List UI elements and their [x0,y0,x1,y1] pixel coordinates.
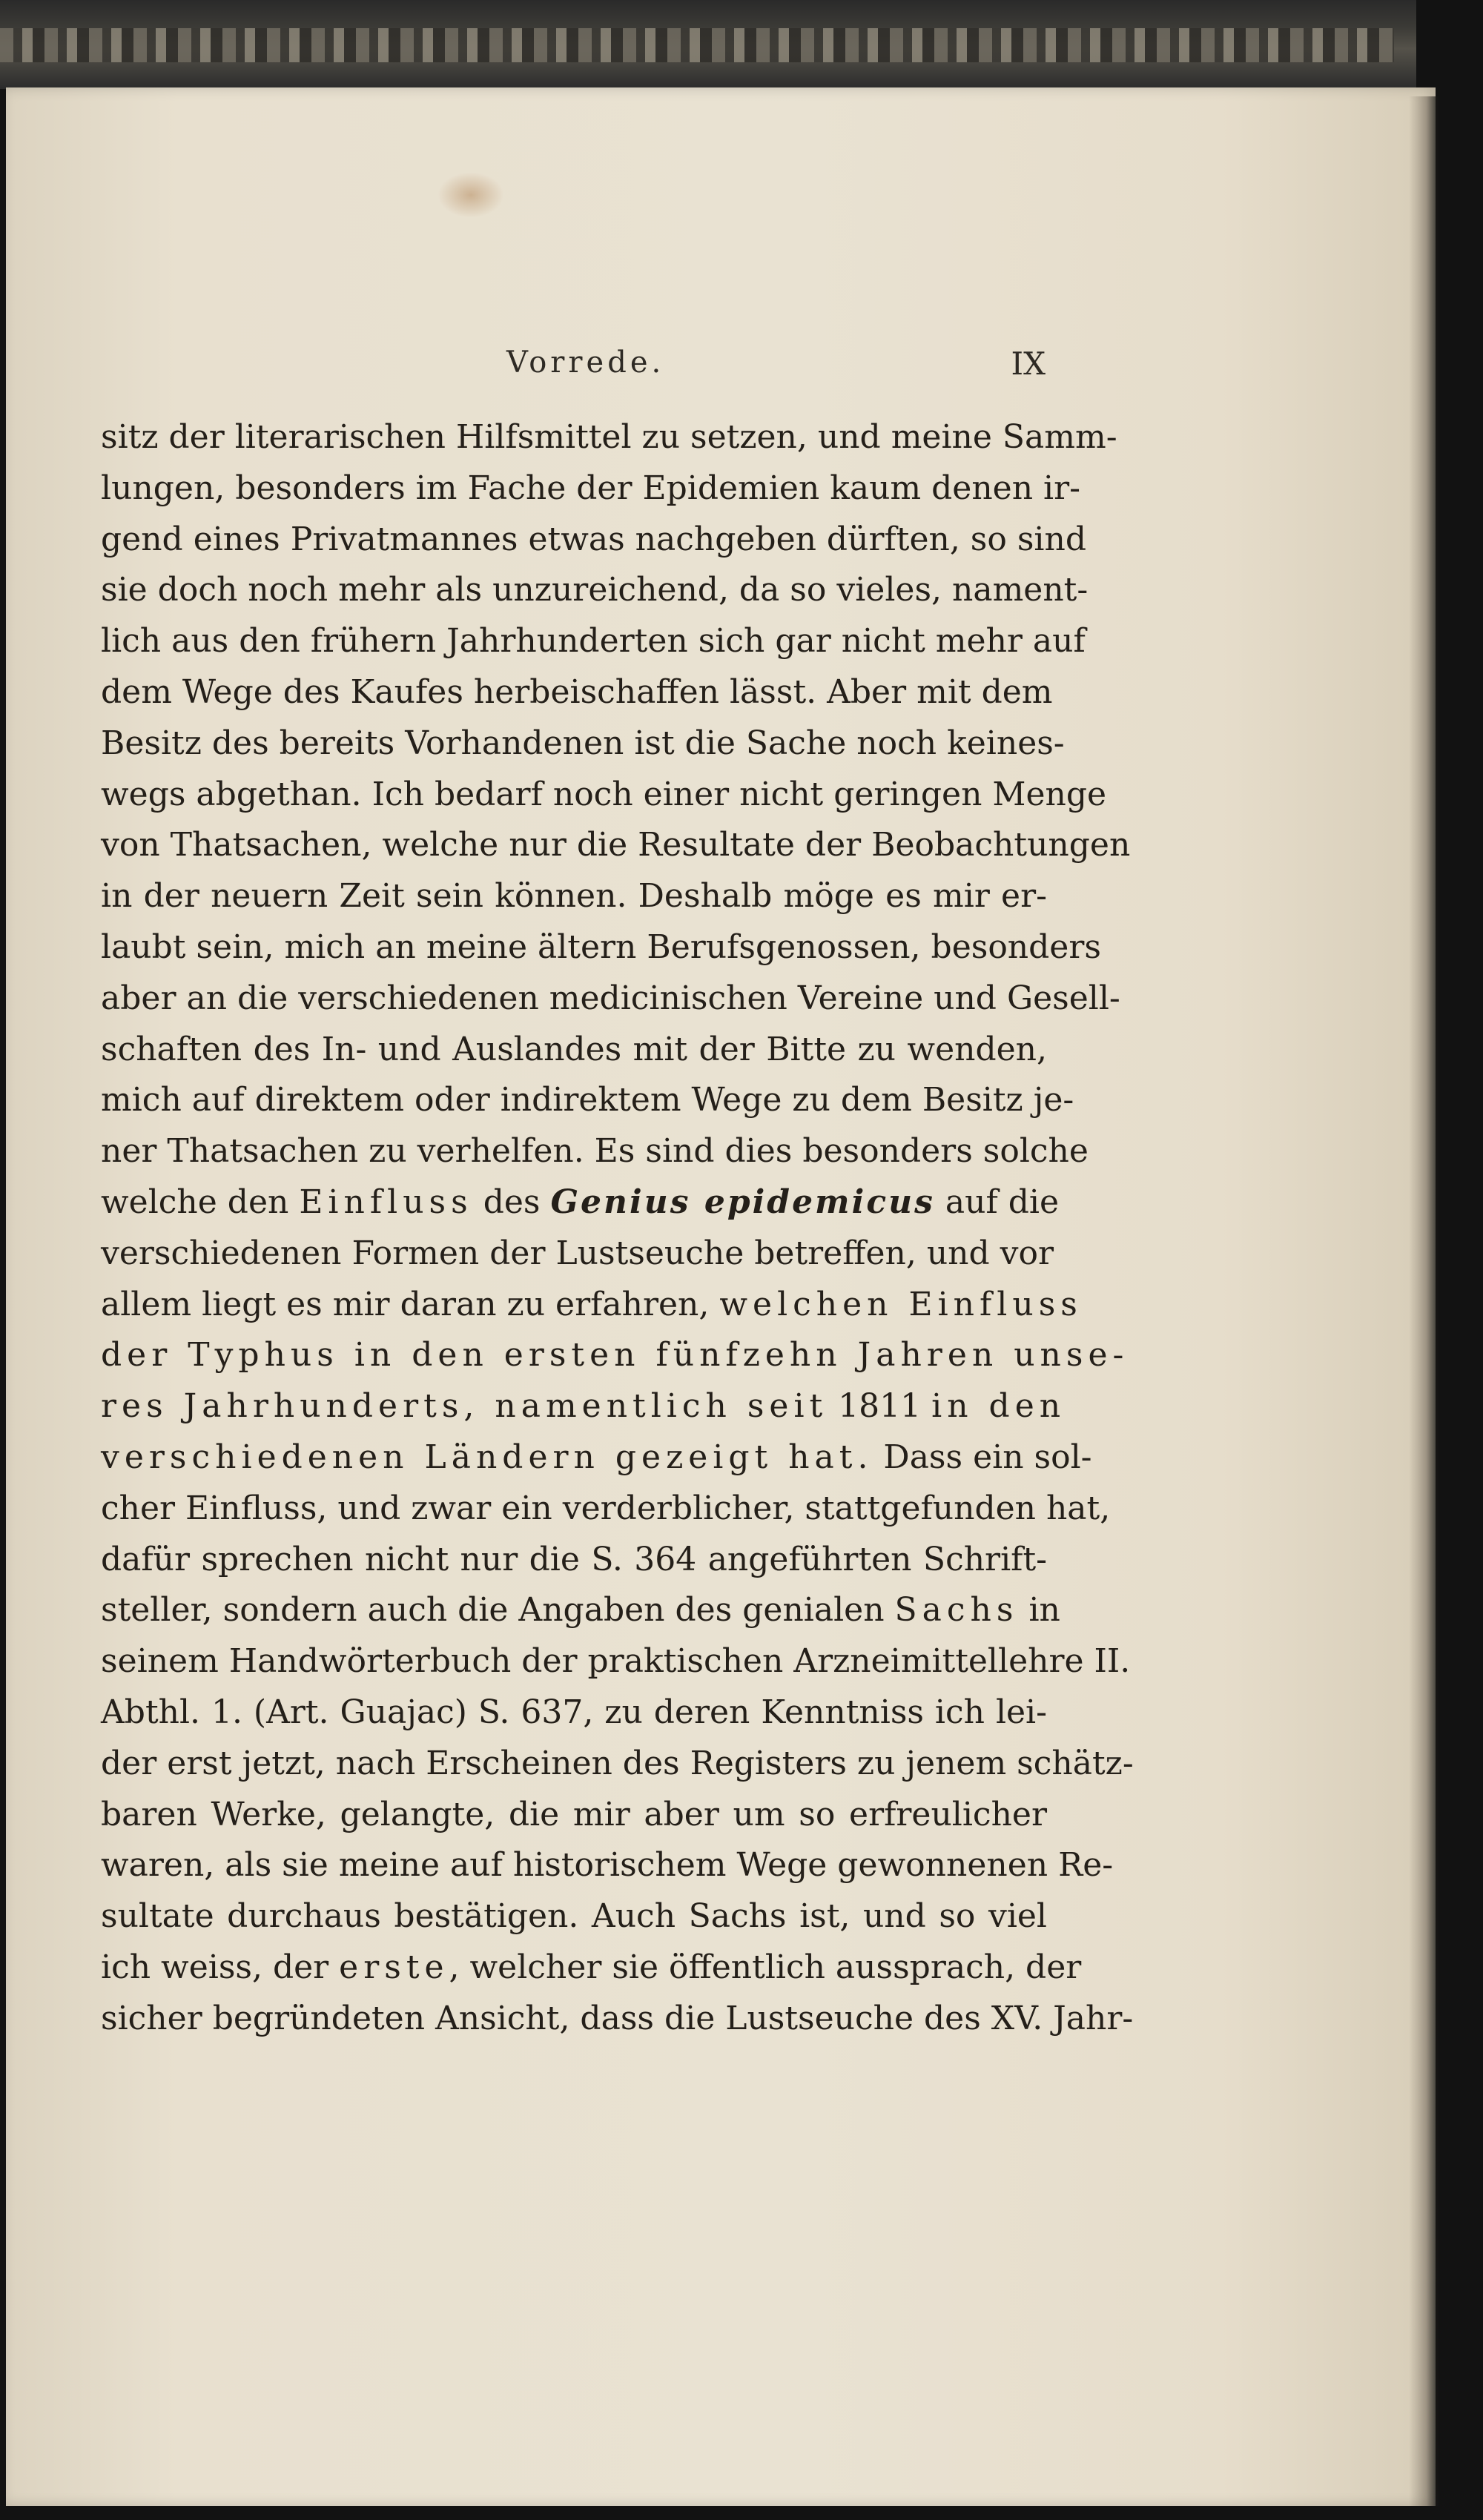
spaced-word: welchen Einfluss [719,1285,1083,1323]
text-line: ich weiss, der erste, welcher sie öffentlich aussprach, der [101,1948,1082,1986]
text-line: cher Einfluss, und zwar ein verderblicher, stattgefunden hat, [101,1489,1111,1527]
page-number: IX [1011,345,1046,382]
text-line: verschiedenen Ländern gezeigt hat. Dass ein sol- [101,1438,1092,1476]
spaced-word: erste [339,1948,449,1986]
text-line: wegs abgethan. Ich bedarf noch einer nicht geringen Menge [101,775,1107,813]
text-line: der erst jetzt, nach Erscheinen des Registers zu jenem schätz- [101,1744,1134,1782]
text-line: allem liegt es mir daran zu erfahren, welchen Einfluss [101,1285,1083,1323]
text-line: mich auf direktem oder indirektem Wege zu dem Besitz je- [101,1081,1074,1120]
text-line: seinem Handwörterbuch der praktischen Arzneimittellehre II. [101,1642,1131,1681]
text-line: schaften des In- und Auslandes mit der Bitte zu wenden, [101,1030,1047,1068]
text-line: ner Thatsachen zu verhelfen. Es sind dies besonders solche [101,1132,1089,1171]
text-line: waren, als sie meine auf historischem Wege gewonnenen Re- [101,1846,1114,1885]
text-line: steller, sondern auch die Angaben des genialen Sachs in [101,1591,1060,1630]
text-line: verschiedenen Formen der Lustseuche betreffen, und vor [101,1234,1054,1272]
text-line: dafür sprechen nicht nur die S. 364 angeführten Schrift- [101,1540,1047,1578]
spaced-word: Sachs [894,1591,1019,1630]
text-line: sitz der literarischen Hilfsmittel zu setzen, und meine Samm- [101,418,1117,456]
running-head [104,340,1046,391]
text-line: laubt sein, mich an meine ältern Berufsgenossen, besonders [101,927,1101,966]
text-line: sicher begründeten Ansicht, dass die Lustseuche des XV. Jahr- [101,1999,1134,2037]
text-line: lungen, besonders im Fache der Epidemien kaum denen ir- [101,469,1081,507]
text-line: sie doch noch mehr als unzureichend, da so vieles, nament- [101,571,1089,609]
page-edge-shadow [1409,96,1439,2506]
text-line: aber an die verschiedenen medicinischen Vereine und Gesell- [101,979,1120,1017]
running-head-title: Vorrede. [506,345,665,380]
text-line: sultate durchaus bestätigen. Auch Sachs ist, und so viel [101,1897,1047,1936]
text-line: der Typhus in den ersten fünfzehn Jahren unse- [101,1336,1129,1375]
body-text [101,412,1134,2045]
text-line: gend eines Privatmannes etwas nachgeben dürften, so sind [101,520,1087,558]
italic-term: Genius epidemicus [550,1183,935,1221]
text-line: Abthl. 1. (Art. Guajac) S. 637, zu deren Kenntniss ich lei- [101,1693,1047,1731]
text-line: Besitz des bereits Vorhandenen ist die Sache noch keines- [101,724,1065,762]
marbled-edge [0,28,1394,62]
text-line: baren Werke, gelangte, die mir aber um so erfreulicher [101,1795,1047,1833]
text-line: welche den Einfluss des Genius epidemicus auf die [101,1183,1059,1221]
text-line: res Jahrhunderts, namentlich seit 1811 in den [101,1387,1066,1426]
text-line: von Thatsachen, welche nur die Resultate der Beobachtungen [101,826,1131,864]
text-line: lich aus den frühern Jahrhunderten sich gar nicht mehr auf [101,622,1086,661]
paper-stain [437,172,504,218]
text-line: in der neuern Zeit sein können. Deshalb möge es mir er- [101,877,1047,916]
spaced-word: Einfluss [299,1183,473,1221]
text-line: dem Wege des Kaufes herbeischaffen lässt. Aber mit dem [101,672,1053,711]
